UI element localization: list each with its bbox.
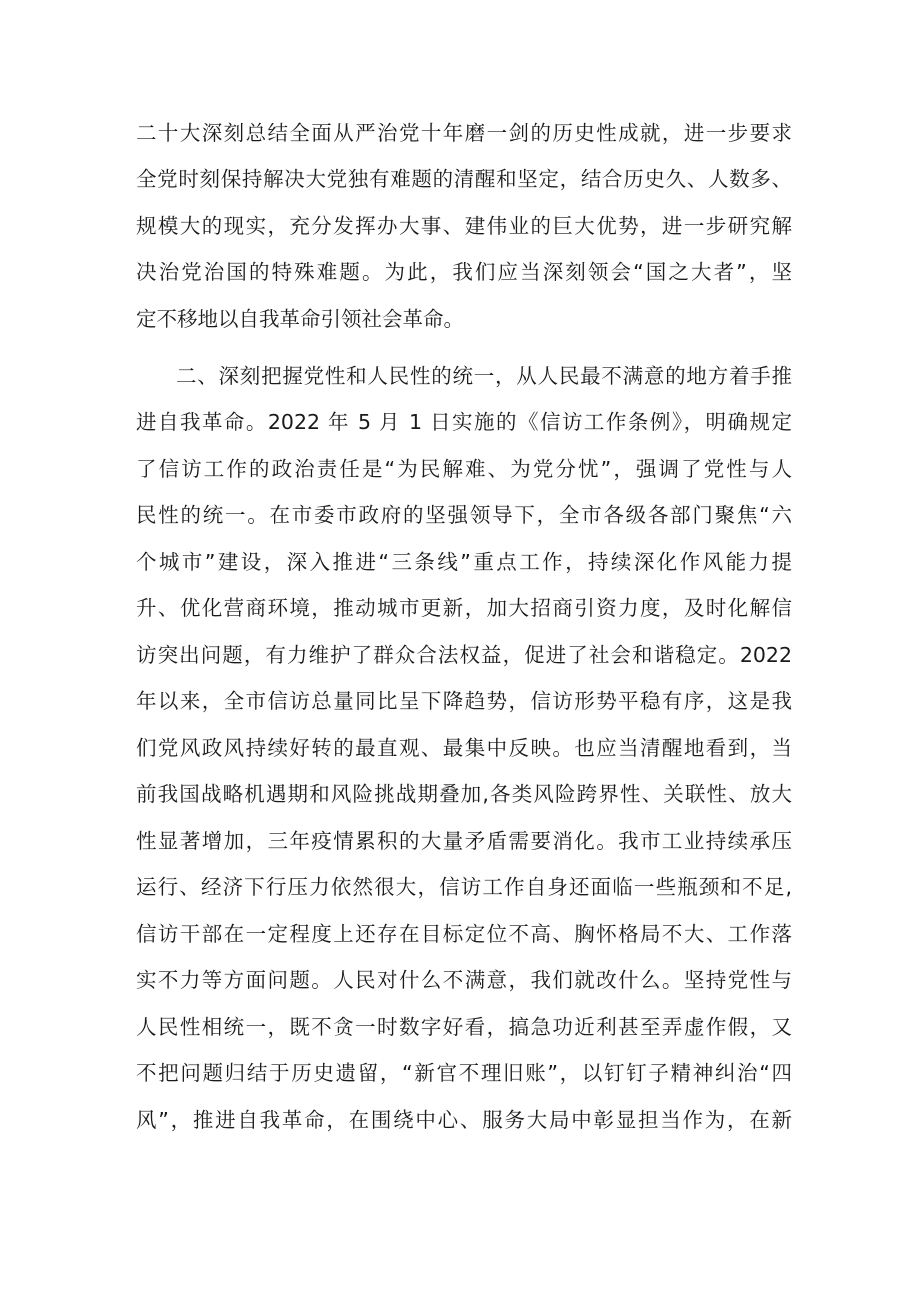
text-line: 性显著增加，三年疫情累积的大量矛盾需要消化。我市工业持续承压	[136, 829, 792, 853]
paragraph-first-line: 二、深刻把握党性和人民性的统一，从人民最不满意的地方着手推	[176, 364, 792, 388]
text-line: 定不移地以自我革命引领社会革命。	[136, 307, 464, 331]
text-line: 升、优化营商环境，推动城市更新，加大招商引资力度，及时化解信	[136, 596, 792, 620]
text-line: 二十大深刻总结全面从严治党十年磨一剑的历史性成就，进一步要求	[136, 121, 792, 145]
text-line: 前我国战略机遇期和风险挑战期叠加,各类风险跨界性、关联性、放大	[136, 782, 792, 806]
text-line: 不把问题归结于历史遗留，“新官不理旧账”，以钉钉子精神纠治“四	[136, 1061, 793, 1085]
text-line: 民性的统一。在市委市政府的坚强领导下，全市各级各部门聚焦“六	[136, 503, 792, 527]
text-line: 人民性相统一，既不贪一时数字好看，搞急功近利甚至弄虚作假，又	[136, 1015, 792, 1039]
text-line: 风”，推进自我革命，在围绕中心、服务大局中彰显担当作为，在新	[136, 1108, 792, 1132]
text-line: 访突出问题，有力维护了群众合法权益，促进了社会和谐稳定。2022	[136, 643, 792, 667]
text-line: 年以来，全市信访总量同比呈下降趋势，信访形势平稳有序，这是我	[136, 689, 792, 713]
text-line: 决治党治国的特殊难题。为此，我们应当深刻领会“国之大者”，坚	[136, 260, 792, 284]
text-line: 实不力等方面问题。人民对什么不满意，我们就改什么。坚持党性与	[136, 968, 792, 992]
text-line: 了信访工作的政治责任是“为民解难、为党分忧”，强调了党性与人	[136, 457, 792, 481]
text-line: 运行、经济下行压力依然很大，信访工作自身还面临一些瓶颈和不足,	[136, 875, 792, 899]
text-line: 信访干部在一定程度上还存在目标定位不高、胸怀格局不大、工作落	[136, 922, 792, 946]
text-line: 们党风政风持续好转的最直观、最集中反映。也应当清醒地看到，当	[136, 736, 792, 760]
text-line: 全党时刻保持解决大党独有难题的清醒和坚定，结合历史久、人数多、	[136, 167, 792, 191]
text-line: 个城市”建设，深入推进“三条线”重点工作，持续深化作风能力提	[136, 550, 792, 574]
text-line: 进自我革命。2022 年 5 月 1 日实施的《信访工作条例》，明确规定	[136, 410, 792, 434]
text-line: 规模大的现实，充分发挥办大事、建伟业的巨大优势，进一步研究解	[136, 214, 792, 238]
